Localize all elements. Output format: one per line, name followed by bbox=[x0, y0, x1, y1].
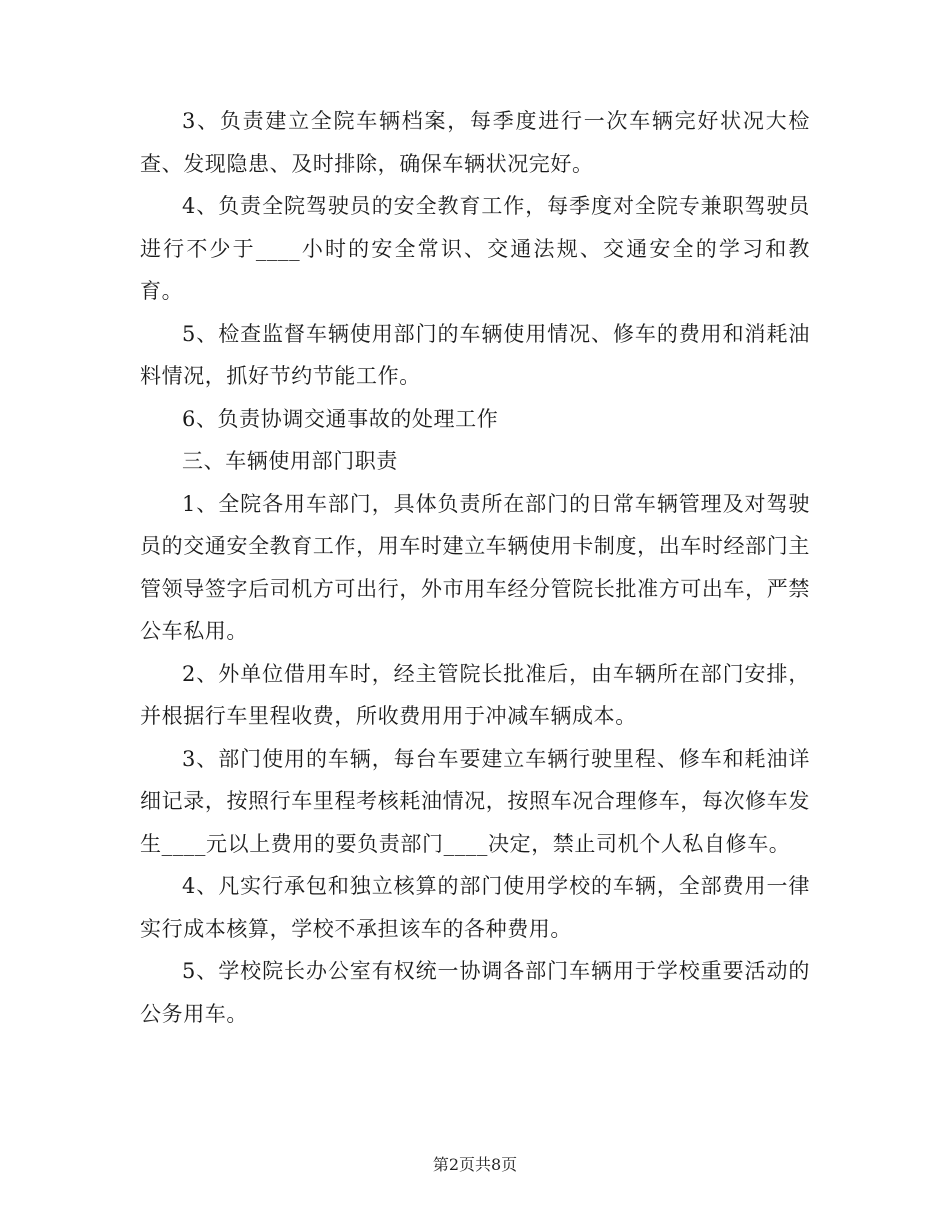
paragraph-6: 2、外单位借用车时，经主管院长批准后，由车辆所在部门安排，并根据行车里程收费，所收费用用于冲减车辆成本。 bbox=[140, 661, 810, 728]
document-body bbox=[140, 100, 810, 1035]
paragraph-1: 3、负责建立全院车辆档案，每季度进行一次车辆完好状况大检查、发现隐患、及时排除，确保车辆状况完好。 bbox=[140, 109, 810, 176]
page-number: 第2页共8页 bbox=[432, 1155, 518, 1174]
paragraph-3: 5、检查监督车辆使用部门的车辆使用情况、修车的费用和消耗油料情况，抓好节约节能工作。 bbox=[140, 321, 810, 388]
paragraph-8: 4、凡实行承包和独立核算的部门使用学校的车辆，全部费用一律实行成本核算，学校不承担该车的各种费用。 bbox=[140, 874, 810, 941]
paragraph-9: 5、学校院长办公室有权统一协调各部门车辆用于学校重要活动的公务用车。 bbox=[140, 959, 810, 1026]
paragraph-7: 3、部门使用的车辆，每台车要建立车辆行驶里程、修车和耗油详细记录，按照行车里程考核耗油情况，按照车况合理修车，每次修车发生____元以上费用的要负责部门____决定，禁止司机个人私自修车。 bbox=[140, 746, 810, 856]
paragraph-5: 1、全院各用车部门，具体负责所在部门的日常车辆管理及对驾驶员的交通安全教育工作，用车时建立车辆使用卡制度，出车时经部门主管领导签字后司机方可出行，外市用车经分管院长批准方可出车，严禁公车私用。 bbox=[140, 491, 810, 643]
section-heading: 三、车辆使用部门职责 bbox=[182, 449, 398, 473]
paragraph-2: 4、负责全院驾驶员的安全教育工作，每季度对全院专兼职驾驶员进行不少于____小时的安全常识、交通法规、交通安全的学习和教育。 bbox=[140, 194, 810, 303]
paragraph-4: 6、负责协调交通事故的处理工作 bbox=[182, 406, 499, 431]
